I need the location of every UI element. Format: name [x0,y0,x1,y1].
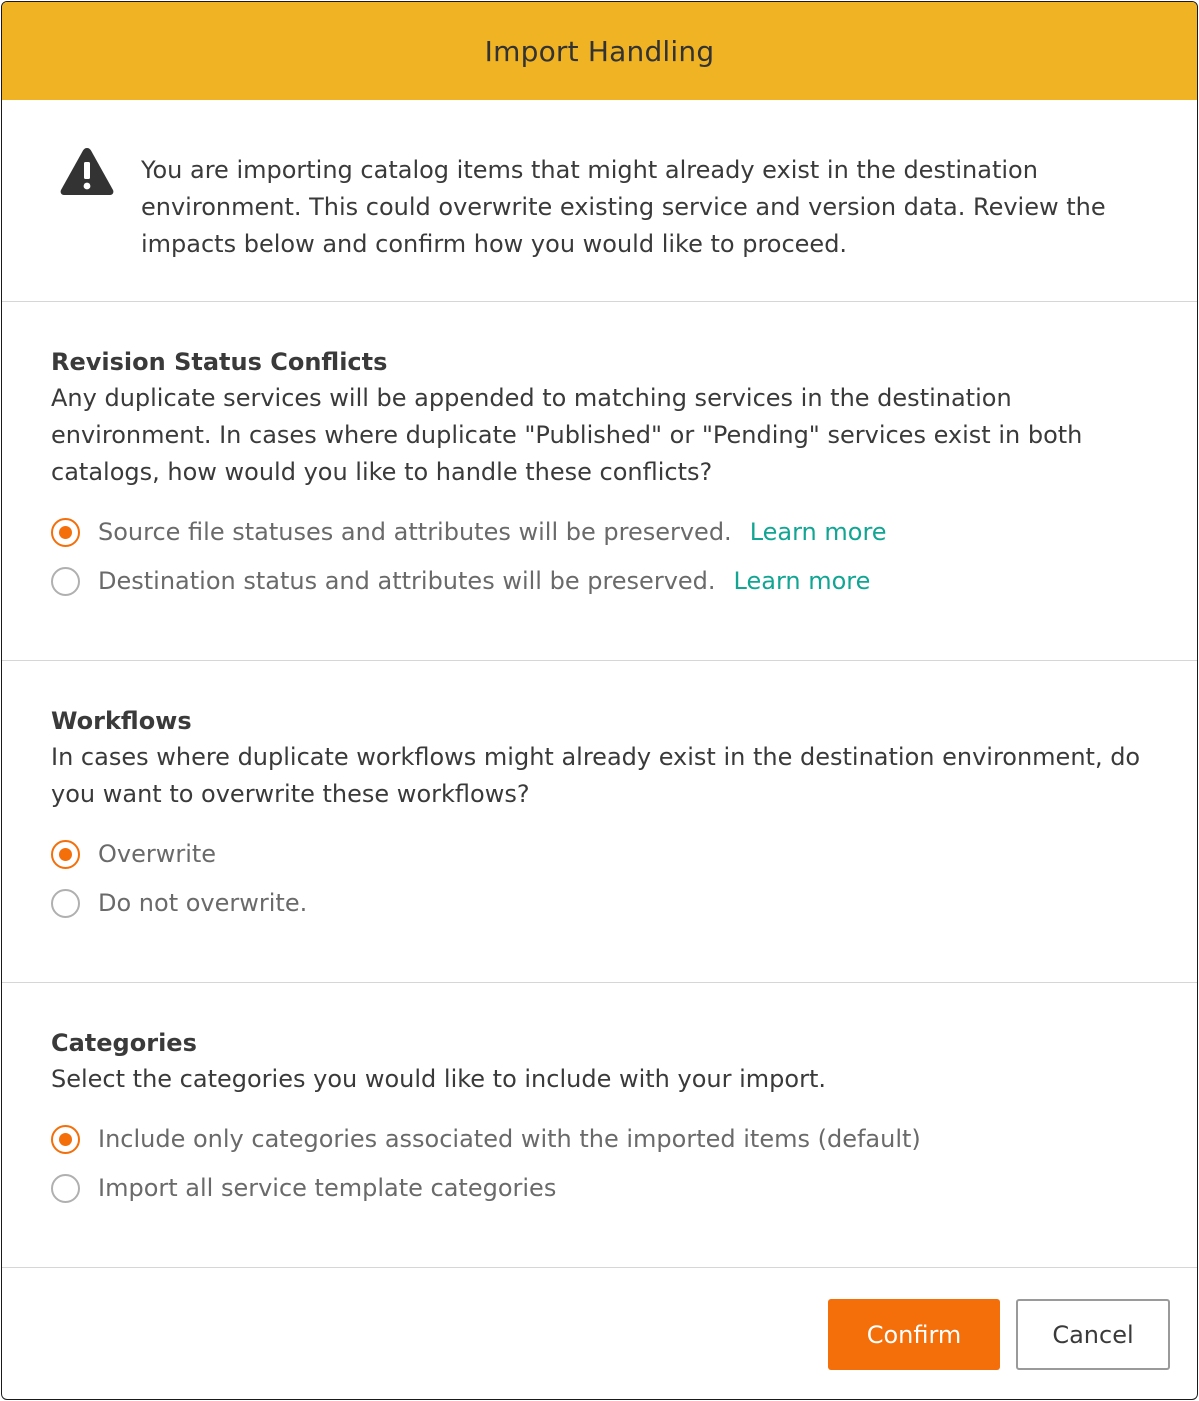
categories-option-associated[interactable] [51,1122,921,1156]
revision-description: Any duplicate services will be appended to matching services in the destination environment. In cases where duplicate "Published" or "Pending" services exist in both catalogs, how would you like to handle these conflicts? [51,384,1083,486]
warning-triangle-icon [59,145,115,197]
revision-option-destination[interactable] [51,564,870,598]
workflows-option-do-not-overwrite[interactable] [51,886,307,920]
option-label: Import all service template categories [98,1174,557,1202]
radio-button[interactable] [51,518,80,547]
categories-option-all[interactable] [51,1171,556,1205]
dialog-header [2,2,1197,100]
dialog-title: Import Handling [484,34,715,68]
option-label: Do not overwrite. [98,889,308,917]
intro-text: You are importing catalog items that might already exist in the destination environment. This could overwrite existing service and version data. Review the impacts below and confirm how you would like to proceed. [141,156,1106,258]
intro-section [2,100,1197,302]
workflows-section [2,661,1197,983]
radio-button[interactable] [51,1174,80,1203]
radio-button[interactable] [51,889,80,918]
workflows-option-overwrite[interactable] [51,837,216,871]
revision-option-source[interactable] [51,515,887,549]
radio-button[interactable] [51,1125,80,1154]
workflows-heading: Workflows [51,707,192,735]
categories-section [2,983,1197,1268]
dialog-footer [2,1268,1197,1398]
categories-description: Select the categories you would like to include with your import. [51,1065,826,1093]
option-label: Include only categories associated with the imported items (default) [98,1125,921,1153]
radio-button[interactable] [51,567,80,596]
workflows-description: In cases where duplicate workflows might already exist in the destination environment, do you want to overwrite these workflows? [51,743,1141,808]
option-label: Source file statuses and attributes will be preserved. [98,518,732,546]
confirm-button[interactable]: Confirm [828,1299,1000,1370]
option-label: Destination status and attributes will be preserved. [98,567,716,595]
revision-section [2,302,1197,661]
option-label: Overwrite [98,840,217,868]
categories-heading: Categories [51,1029,197,1057]
revision-heading: Revision Status Conflicts [51,348,388,376]
cancel-button[interactable]: Cancel [1016,1299,1170,1370]
learn-more-link[interactable]: Learn more [733,567,871,595]
radio-button[interactable] [51,840,80,869]
import-handling-dialog [1,1,1198,1400]
learn-more-link[interactable]: Learn more [749,518,887,546]
